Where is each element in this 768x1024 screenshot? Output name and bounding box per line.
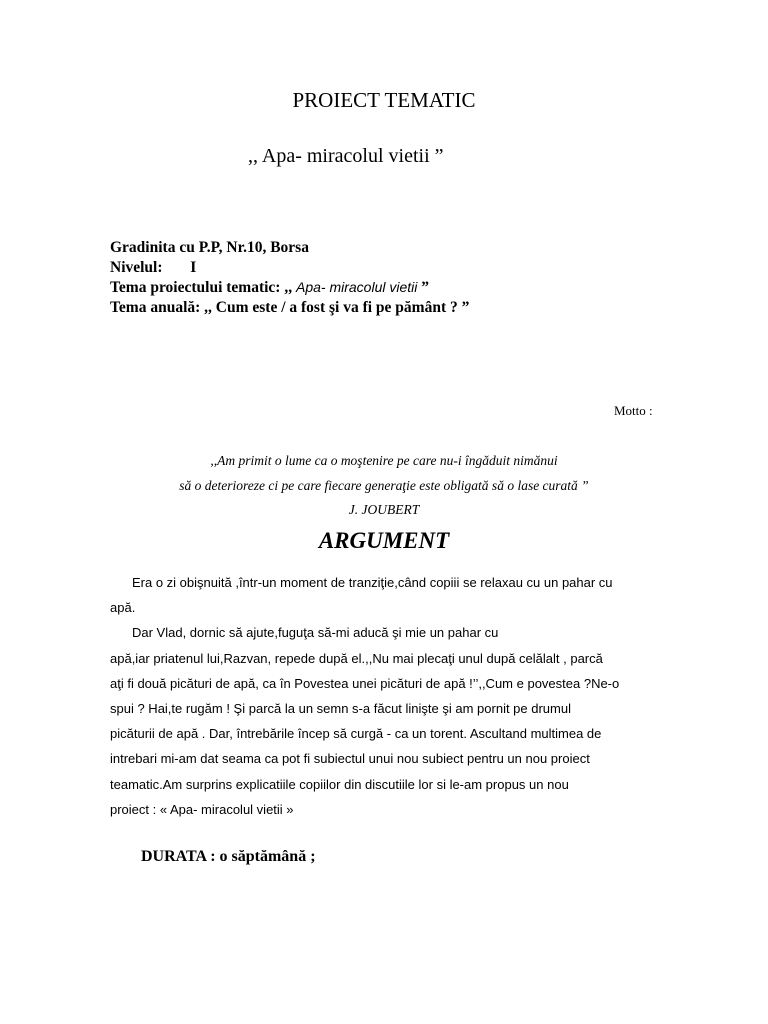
school-name: Gradinita cu P.P, Nr.10, Borsa bbox=[110, 239, 309, 256]
document-subtitle: ,, Apa- miracolul vietii ” bbox=[248, 145, 444, 167]
project-theme-row bbox=[110, 279, 429, 297]
argument-heading: ARGUMENT bbox=[318, 528, 450, 553]
project-theme-close: ” bbox=[417, 279, 429, 296]
level-value: I bbox=[190, 259, 197, 276]
argument-line: teamatic.Am surprins explicatiile copiilor din discutiile lor si le-am propus un nou bbox=[110, 776, 569, 792]
argument-line: Era o zi obişnuită ,într-un moment de tranziţie,când copiii se relaxau cu un pahar cu bbox=[132, 575, 613, 590]
argument-paragraph bbox=[110, 570, 650, 822]
argument-line: picăturii de apă . Dar, întrebările încep să curgă - ca un torent. Ascultand multimea de bbox=[110, 726, 602, 742]
argument-line: apă,iar priatenul lui,Razvan, repede după el.,,Nu mai plecaţi unul după celălalt , parcă bbox=[110, 650, 603, 666]
project-theme-label: Tema proiectului tematic: ,, bbox=[110, 279, 293, 296]
argument-line: Dar Vlad, dornic să ajute,fuguţa să-mi aducă şi mie un pahar cu bbox=[132, 625, 499, 641]
project-theme-value: Apa- miracolul vietii bbox=[295, 279, 418, 295]
argument-line: proiect : « Apa- miracolul vietii » bbox=[110, 801, 294, 817]
argument-line: spui ? Hai,te rugăm ! Şi parcă la un semn s-a făcut linişte şi am pornit pe drumul bbox=[110, 700, 571, 716]
duration-row bbox=[141, 848, 316, 866]
motto-author: J. JOUBERT bbox=[348, 502, 420, 517]
document-title: PROIECT TEMATIC bbox=[292, 88, 476, 112]
level-label: Nivelul: bbox=[110, 259, 163, 276]
motto-quote-line-1: ,,Am primit o lume ca o moştenire pe care nu-i îngăduit nimănui bbox=[210, 453, 558, 468]
level-row bbox=[110, 259, 196, 277]
argument-line: intrebari mi-am dat seama ca pot fi subiectul unui nou subiect pentru un nou proiect bbox=[110, 751, 590, 767]
argument-line: apă. bbox=[110, 600, 136, 616]
argument-line: aţi fi două picături de apă, ca în Povestea unei picături de apă !’’,,Cum e povestea ?Ne-o bbox=[110, 675, 620, 691]
motto-quote-line-2: să o deterioreze ci pe care fiecare generaţie este obligată să o lase curată ” bbox=[179, 478, 589, 493]
duration-label: DURATA bbox=[141, 848, 207, 865]
annual-theme: Tema anuală: ,, Cum este / a fost şi va fi pe pământ ? ” bbox=[110, 299, 470, 316]
duration-value: : o săptămână ; bbox=[206, 848, 316, 865]
motto-label: Motto : bbox=[614, 403, 653, 418]
